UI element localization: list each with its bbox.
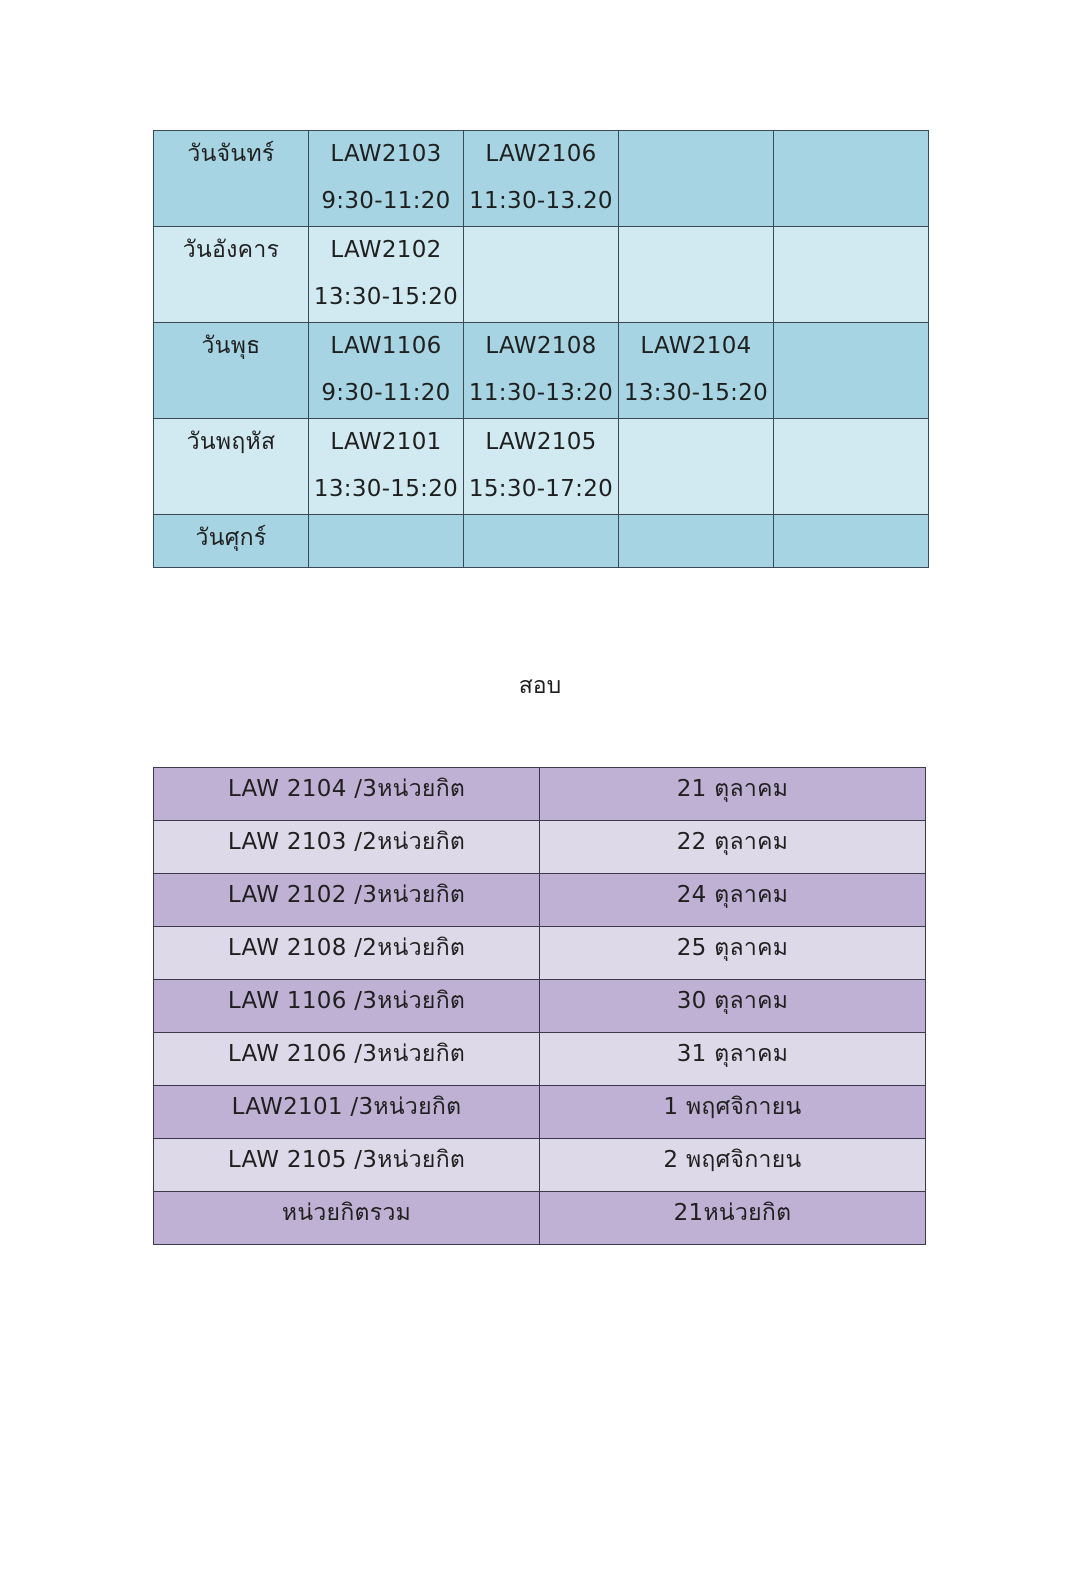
schedule-row-monday (154, 131, 929, 227)
empty-cell (464, 515, 619, 568)
exam-course: LAW 2104 /3หน่วยกิต (154, 768, 540, 821)
exam-date: 31 ตุลาคม (540, 1033, 926, 1086)
day-cell (154, 323, 309, 419)
exam-row (154, 1086, 926, 1139)
total-credits-value: 21หน่วยกิต (540, 1192, 926, 1245)
course-code: LAW2103 (330, 141, 442, 167)
empty-cell (774, 419, 929, 515)
class-cell (464, 419, 619, 515)
class-cell (309, 131, 464, 227)
exam-course: LAW2101 /3หน่วยกิต (154, 1086, 540, 1139)
empty-cell (619, 515, 774, 568)
day-cell (154, 131, 309, 227)
exam-course: LAW 2108 /2หน่วยกิต (154, 927, 540, 980)
day-label: วันจันทร์ (187, 141, 275, 167)
exam-date: 1 พฤศจิกายน (540, 1086, 926, 1139)
empty-cell (464, 227, 619, 323)
class-cell (464, 131, 619, 227)
exam-row (154, 874, 926, 927)
course-code: LAW2101 (330, 429, 442, 455)
class-cell (464, 323, 619, 419)
exam-course: LAW 1106 /3หน่วยกิต (154, 980, 540, 1033)
empty-cell (774, 227, 929, 323)
class-time: 9:30-11:20 (321, 188, 451, 214)
course-code: LAW2104 (640, 333, 752, 359)
day-label: วันพฤหัส (186, 429, 276, 455)
exam-course: LAW 2102 /3หน่วยกิต (154, 874, 540, 927)
schedule-row-thursday (154, 419, 929, 515)
class-cell (309, 419, 464, 515)
exam-total-row (154, 1192, 926, 1245)
course-code: LAW2102 (330, 237, 442, 263)
course-code: LAW1106 (330, 333, 442, 359)
empty-cell (774, 515, 929, 568)
empty-cell (619, 131, 774, 227)
total-credits-label: หน่วยกิตรวม (154, 1192, 540, 1245)
class-time: 15:30-17:20 (468, 476, 614, 502)
day-cell (154, 515, 309, 568)
exam-row (154, 927, 926, 980)
empty-cell (774, 323, 929, 419)
day-label: วันศุกร์ (195, 525, 267, 551)
exam-row (154, 1139, 926, 1192)
class-time: 13:30-15:20 (313, 476, 459, 502)
class-time: 13:30-15:20 (623, 380, 769, 406)
day-label: วันพุธ (201, 333, 261, 359)
schedule-row-wednesday (154, 323, 929, 419)
day-cell (154, 227, 309, 323)
exam-row (154, 768, 926, 821)
exam-course: LAW 2105 /3หน่วยกิต (154, 1139, 540, 1192)
empty-cell (619, 227, 774, 323)
exam-course: LAW 2106 /3หน่วยกิต (154, 1033, 540, 1086)
empty-cell (619, 419, 774, 515)
class-cell (309, 227, 464, 323)
class-time: 11:30-13:20 (468, 380, 614, 406)
exam-date: 30 ตุลาคม (540, 980, 926, 1033)
exam-date: 25 ตุลาคม (540, 927, 926, 980)
class-cell (309, 323, 464, 419)
class-cell (619, 323, 774, 419)
course-code: LAW2108 (485, 333, 597, 359)
exam-section-title: สอบ (518, 673, 562, 699)
class-time: 11:30-13.20 (469, 188, 613, 214)
empty-cell (309, 515, 464, 568)
day-cell (154, 419, 309, 515)
schedule-row-friday (154, 515, 929, 568)
exam-schedule-table (153, 767, 926, 1245)
exam-date: 24 ตุลาคม (540, 874, 926, 927)
schedule-row-tuesday (154, 227, 929, 323)
exam-date: 21 ตุลาคม (540, 768, 926, 821)
course-code: LAW2106 (485, 141, 597, 167)
exam-course: LAW 2103 /2หน่วยกิต (154, 821, 540, 874)
day-label: วันอังคาร (182, 237, 280, 263)
exam-row (154, 821, 926, 874)
exam-row (154, 980, 926, 1033)
course-code: LAW2105 (485, 429, 597, 455)
weekly-schedule-table (153, 130, 929, 568)
class-time: 13:30-15:20 (313, 284, 459, 310)
exam-row (154, 1033, 926, 1086)
exam-date: 2 พฤศจิกายน (540, 1139, 926, 1192)
class-time: 9:30-11:20 (321, 380, 451, 406)
exam-date: 22 ตุลาคม (540, 821, 926, 874)
empty-cell (774, 131, 929, 227)
